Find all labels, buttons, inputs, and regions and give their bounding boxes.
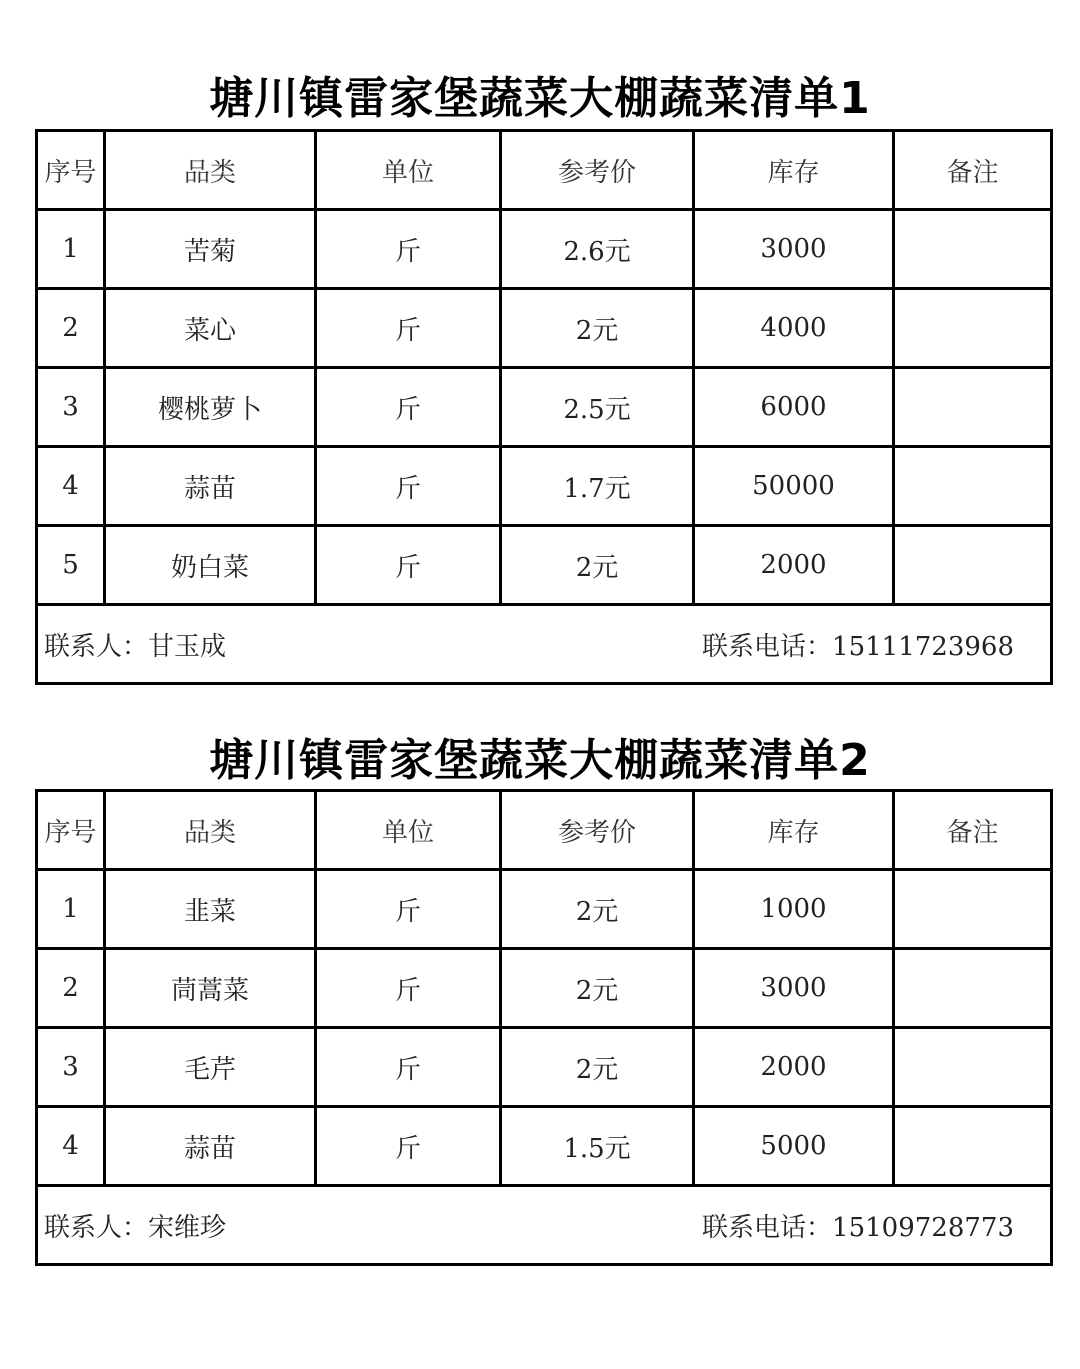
cell-stock: 6000 (694, 368, 894, 447)
cell-note (894, 289, 1052, 368)
cell-note (894, 870, 1052, 949)
header-stock: 库存 (694, 131, 894, 210)
header-stock: 库存 (694, 791, 894, 870)
sheet2-title: 塘川镇雷家堡蔬菜大棚蔬菜清单2 (209, 735, 871, 786)
contact-cell (37, 605, 1052, 684)
table-header-row (37, 791, 1052, 870)
cell-no: 4 (37, 447, 105, 526)
cell-no: 4 (37, 1107, 105, 1186)
cell-note (894, 526, 1052, 605)
cell-stock: 50000 (694, 447, 894, 526)
cell-unit: 斤 (316, 289, 501, 368)
cell-name: 蒜苗 (105, 447, 316, 526)
header-note: 备注 (894, 791, 1052, 870)
header-price: 参考价 (501, 131, 694, 210)
cell-stock: 1000 (694, 870, 894, 949)
cell-name: 韭菜 (105, 870, 316, 949)
cell-stock: 3000 (694, 949, 894, 1028)
header-no: 序号 (37, 131, 105, 210)
cell-no: 2 (37, 949, 105, 1028)
cell-stock: 4000 (694, 289, 894, 368)
cell-name: 樱桃萝卜 (105, 368, 316, 447)
contact-row (37, 1186, 1052, 1265)
cell-price: 2.6元 (501, 210, 694, 289)
cell-unit: 斤 (316, 1028, 501, 1107)
header-unit: 单位 (316, 131, 501, 210)
cell-name: 奶白菜 (105, 526, 316, 605)
contact-person: 联系人：宋维珍 (44, 1212, 227, 1243)
cell-unit: 斤 (316, 368, 501, 447)
cell-name: 蒜苗 (105, 1107, 316, 1186)
cell-price: 2元 (501, 1028, 694, 1107)
table-row (37, 949, 1052, 1028)
table-row (37, 870, 1052, 949)
header-unit: 单位 (316, 791, 501, 870)
table-row (37, 289, 1052, 368)
cell-unit: 斤 (316, 1107, 501, 1186)
cell-stock: 3000 (694, 210, 894, 289)
cell-price: 2元 (501, 949, 694, 1028)
cell-unit: 斤 (316, 447, 501, 526)
header-no: 序号 (37, 791, 105, 870)
cell-no: 5 (37, 526, 105, 605)
cell-price: 1.7元 (501, 447, 694, 526)
cell-name: 毛芹 (105, 1028, 316, 1107)
cell-no: 3 (37, 368, 105, 447)
cell-note (894, 368, 1052, 447)
cell-unit: 斤 (316, 949, 501, 1028)
header-price: 参考价 (501, 791, 694, 870)
contact-phone: 联系电话：15111723968 (702, 631, 1014, 662)
cell-name: 茼蒿菜 (105, 949, 316, 1028)
cell-note (894, 210, 1052, 289)
sheet2-table (35, 789, 1053, 1266)
contact-phone: 联系电话：15109728773 (702, 1212, 1014, 1243)
header-name: 品类 (105, 791, 316, 870)
cell-price: 1.5元 (501, 1107, 694, 1186)
table-header-row (37, 131, 1052, 210)
cell-unit: 斤 (316, 210, 501, 289)
sheet1-title: 塘川镇雷家堡蔬菜大棚蔬菜清单1 (209, 73, 871, 124)
table-row (37, 447, 1052, 526)
cell-note (894, 949, 1052, 1028)
cell-unit: 斤 (316, 526, 501, 605)
cell-stock: 5000 (694, 1107, 894, 1186)
cell-note (894, 1107, 1052, 1186)
contact-person: 联系人：甘玉成 (44, 631, 227, 662)
cell-note (894, 1028, 1052, 1107)
cell-no: 1 (37, 210, 105, 289)
table-row (37, 210, 1052, 289)
table-row (37, 526, 1052, 605)
cell-name: 苦菊 (105, 210, 316, 289)
cell-no: 1 (37, 870, 105, 949)
cell-unit: 斤 (316, 870, 501, 949)
cell-no: 2 (37, 289, 105, 368)
cell-price: 2元 (501, 289, 694, 368)
cell-no: 3 (37, 1028, 105, 1107)
sheet1-table (35, 129, 1053, 685)
cell-stock: 2000 (694, 526, 894, 605)
header-name: 品类 (105, 131, 316, 210)
contact-cell (37, 1186, 1052, 1265)
contact-row (37, 605, 1052, 684)
cell-price: 2元 (501, 526, 694, 605)
cell-name: 菜心 (105, 289, 316, 368)
cell-price: 2.5元 (501, 368, 694, 447)
table-row (37, 1107, 1052, 1186)
table-row (37, 368, 1052, 447)
cell-price: 2元 (501, 870, 694, 949)
table-row (37, 1028, 1052, 1107)
header-note: 备注 (894, 131, 1052, 210)
cell-stock: 2000 (694, 1028, 894, 1107)
cell-note (894, 447, 1052, 526)
